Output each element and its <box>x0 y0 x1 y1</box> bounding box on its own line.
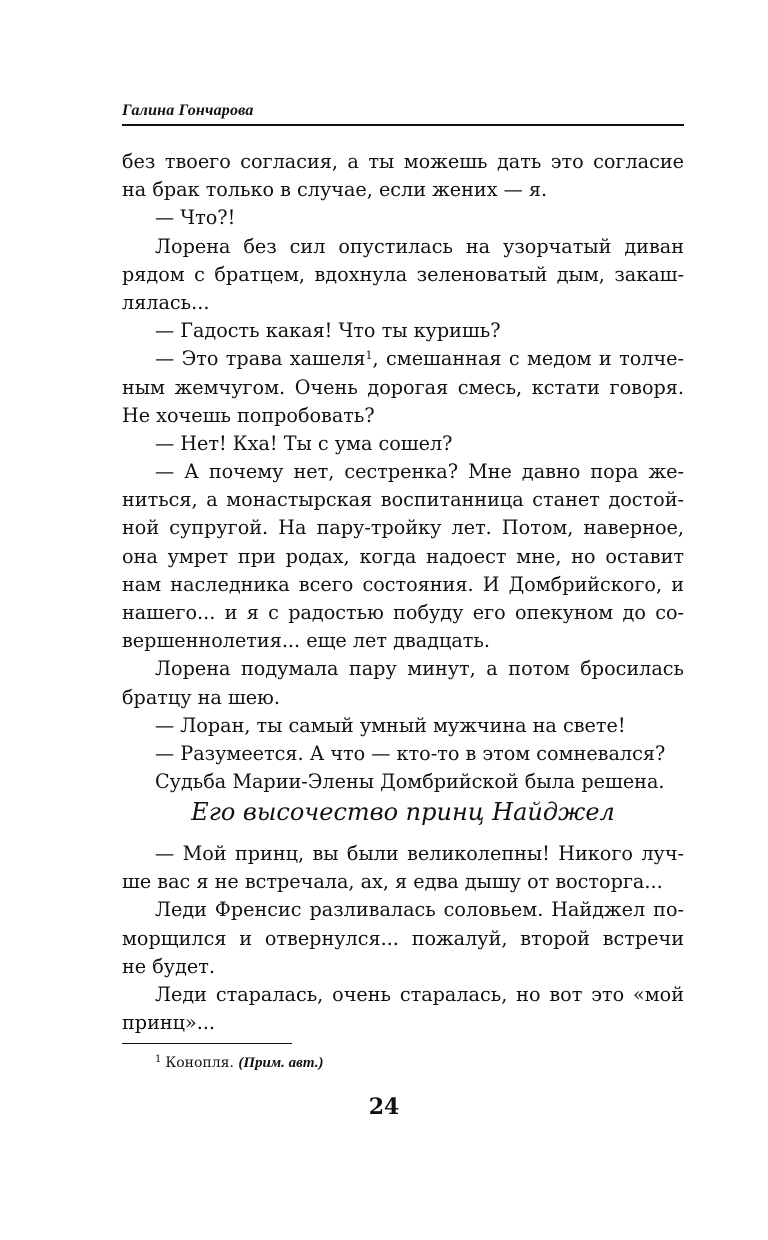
text-line: без твоего согласия, а ты можешь дать это согласие <box>122 150 684 173</box>
text-line: нашего... и я с радостью побуду его опекуном до со- <box>122 601 684 624</box>
text-line: вершеннолетия... еще лет двадцать. <box>122 629 490 653</box>
text-line: Судьба Марии-Элены Домбрийской была решена. <box>155 770 665 794</box>
text-line: рядом с братцем, вдохнула зеленоватый дым, закаш- <box>122 262 684 286</box>
text-line: Лорена подумала пару минут, а потом бросилась <box>155 657 684 681</box>
header-author: Галина Гончарова <box>122 102 254 119</box>
footnote-note: (Прим. авт.) <box>238 1055 324 1071</box>
text-line: на брак только в случае, если жених — я. <box>122 178 548 202</box>
footnote-text: Конопля. <box>165 1055 234 1071</box>
text-line: — Разумеется. А что — кто-то в этом сомневался? <box>155 741 666 765</box>
header-rule <box>122 124 684 126</box>
chapter-title: Его высочество принц Найджел <box>191 798 615 826</box>
text-line: морщился и отвернулся... пожалуй, второй встречи <box>122 926 684 950</box>
page-number: 24 <box>368 1094 400 1120</box>
footnote-rule <box>122 1043 292 1044</box>
text-line: она умрет при родах, когда надоест мне, но оставит <box>122 544 684 568</box>
text-line: Не хочешь попробовать? <box>122 403 375 427</box>
text-line: — А почему нет, сестренка? Мне давно пора же- <box>155 460 684 484</box>
text-line: Лорена без сил опустилась на узорчатый диван <box>155 234 684 258</box>
text-line: не будет. <box>122 954 215 978</box>
text-line: — Лоран, ты самый умный мужчина на свете! <box>155 713 626 737</box>
text-line: — Нет! Кха! Ты с ума сошел? <box>155 431 453 455</box>
text-line: ной супругой. На пару-тройку лет. Потом, наверное, <box>122 516 684 540</box>
chapter-text <box>122 840 684 1037</box>
text-line: — Это трава хашеля$^1$, смешанная с медом и толче- <box>155 347 684 371</box>
text-line: ниться, а монастырская воспитанница станет достой- <box>122 488 684 512</box>
text-line: принц»... <box>122 1011 216 1035</box>
text-line: — Что?! <box>155 206 236 230</box>
text-line: Леди Френсис разливалась соловьем. Найджел по- <box>155 898 684 922</box>
text-line: — Мой принц, вы были великолепны! Никого луч- <box>155 842 684 865</box>
running-header <box>122 100 684 124</box>
footnote <box>155 1054 323 1072</box>
text-line: лялась... <box>122 290 210 314</box>
body-text <box>122 148 684 796</box>
text-line: Леди старалась, очень старалась, но вот это «мой <box>155 982 684 1006</box>
text-line: братцу на шею. <box>122 685 280 709</box>
footnote-number: 1 <box>155 1054 162 1065</box>
text-line: ше вас я не встречала, ах, я едва дышу от восторга... <box>122 870 663 894</box>
text-line: — Гадость какая! Что ты куришь? <box>155 319 501 343</box>
footnote-marker: 1 <box>365 349 373 363</box>
text-line: ным жемчугом. Очень дорогая смесь, кстати говоря. <box>122 375 684 399</box>
text-line: нам наследника всего состояния. И Домбрийского, и <box>122 572 684 596</box>
